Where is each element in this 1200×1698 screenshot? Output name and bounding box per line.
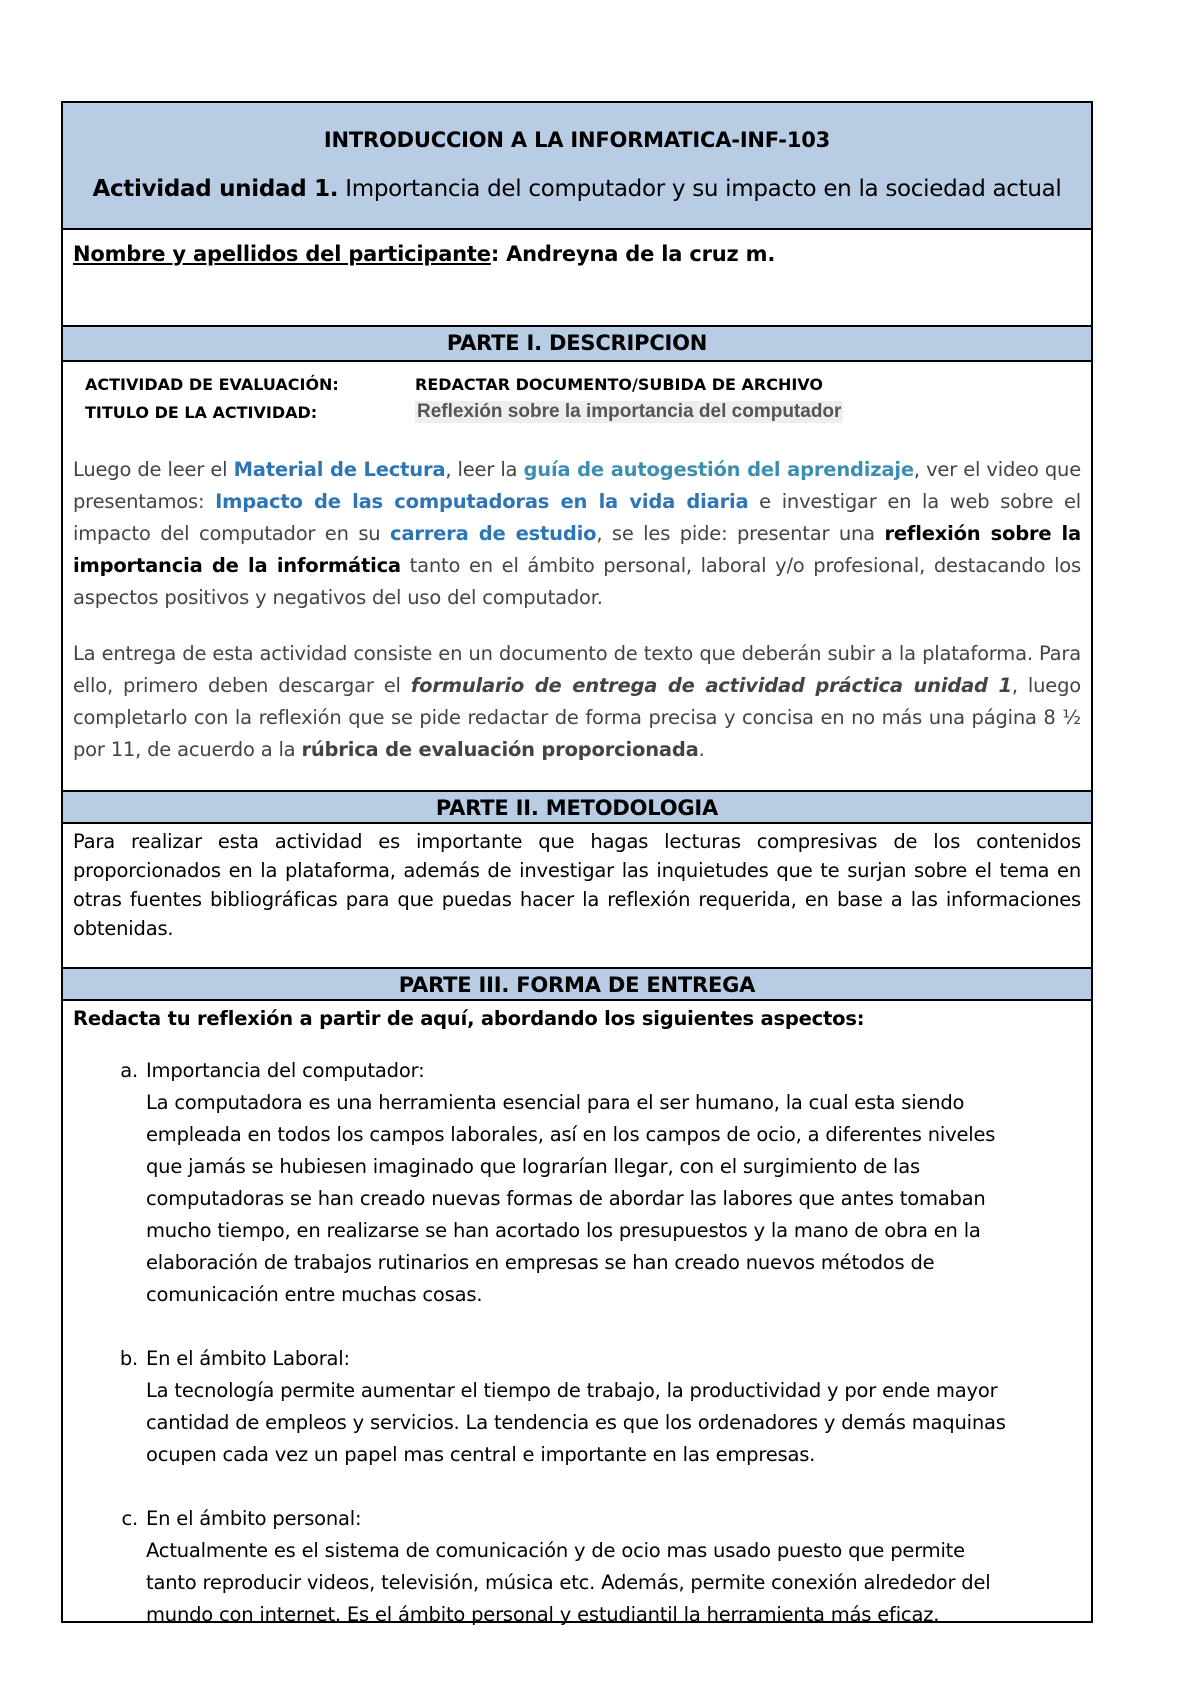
meta-row [85, 370, 1091, 398]
text-span: , leer la [445, 458, 524, 481]
text-span: e investigar en la web sobre el impacto del computador en su [73, 490, 1081, 545]
list-item-body [146, 1343, 1016, 1471]
reflection-list [73, 1055, 1081, 1631]
list-item-text: Actualmente es el sistema de comunicación y de ocio mas usado puesto que permite tanto reproducir videos, televisión, música etc. Además, permite conexión alrededor del mundo con internet. Es el ámbito personal y estudiantil la herramienta más eficaz. [146, 1539, 991, 1626]
meta-value: REDACTAR DOCUMENTO/SUBIDA DE ARCHIVO [415, 374, 823, 394]
text-span: . [698, 738, 705, 761]
delivery-intro: Redacta tu reflexión a partir de aquí, abordando los siguientes aspectos: [73, 1007, 865, 1030]
part2-title: PARTE II. METODOLOGIA [63, 790, 1091, 824]
form-reference: formulario de entrega de actividad práctica unidad 1 [410, 674, 1012, 697]
career-link[interactable]: carrera de estudio [390, 522, 597, 545]
list-item-text: La tecnología permite aumentar el tiempo de trabajo, la productividad y por ende mayor cantidad de empleos y servicios. La tendencia es que los ordenadores y demás maquinas ocupen cada vez un papel mas central e importante en las empresas. [146, 1379, 1006, 1466]
participant-label: Nombre y apellidos del participante [73, 242, 491, 266]
list-marker: b. [119, 1347, 138, 1370]
meta-value: Reflexión sobre la importancia del computador [417, 401, 842, 422]
participant-name: Andreyna de la cruz m. [499, 242, 776, 266]
description-paragraph-1 [73, 454, 1081, 614]
part1-content [63, 362, 1091, 790]
description-paragraph-2 [73, 638, 1081, 766]
form-header [63, 103, 1091, 230]
part3-title: PARTE III. FORMA DE ENTREGA [63, 967, 1091, 1001]
participant-colon: : [490, 242, 500, 266]
list-item-heading: Importancia del computador: [146, 1059, 425, 1082]
participant-row [63, 230, 1091, 327]
text-span: La entrega de esta actividad consiste en un documento de texto que deberán subir a la plataforma. Para ello, primero deben descargar el [73, 642, 1081, 697]
text-span: , luego completarlo con la reflexión que se pide redactar de forma precisa y concisa en no más una página 8 ½ por 11, de acuerdo a la [73, 674, 1081, 761]
list-marker: c. [121, 1507, 138, 1530]
activity-meta [63, 362, 1091, 426]
activity-text: Importancia del computador y su impacto en la sociedad actual [338, 176, 1062, 202]
list-marker: a. [120, 1059, 138, 1082]
activity-subtitle [63, 176, 1091, 202]
list-item [73, 1503, 1081, 1631]
delivery-section [63, 1001, 1091, 1626]
description-text [63, 426, 1091, 766]
video-link[interactable]: Impacto de las computadoras en la vida diaria [215, 490, 749, 513]
meta-key: TITULO DE LA ACTIVIDAD: [85, 402, 318, 422]
list-item-heading: En el ámbito Laboral: [146, 1347, 350, 1370]
list-item-body [146, 1503, 1016, 1631]
list-item [73, 1343, 1081, 1471]
list-item [73, 1055, 1081, 1311]
material-link[interactable]: Material de Lectura [233, 458, 446, 481]
activity-form [61, 101, 1093, 1626]
text-span: , ver el video que presentamos: [73, 458, 1081, 513]
text-span: Luego de leer el [73, 458, 234, 481]
list-item-text: La computadora es una herramienta esencial para el ser humano, la cual esta siendo empleada en todos los campos laborales, así en los campos de ocio, a diferentes niveles que jamás se hubiesen imaginado que lograrían llegar, con el surgimiento de las computadoras se han creado nuevas formas de abordar las labores que antes tomaban mucho tiempo, en realizarse se han acortado los presupuestos y la mano de obra en la elaboración de trabajos rutinarios en empresas se han creado nuevos métodos de comunicación entre muchas cosas. [146, 1091, 996, 1306]
rubric-reference: rúbrica de evaluación proporcionada [301, 738, 699, 761]
list-item-heading: En el ámbito personal: [146, 1507, 362, 1530]
list-item-body [146, 1055, 1016, 1311]
meta-key: ACTIVIDAD DE EVALUACIÓN: [85, 374, 339, 394]
text-span: , se les pide: presentar una [596, 522, 885, 545]
course-title: INTRODUCCION A LA INFORMATICA-INF-103 [323, 128, 831, 152]
part1-title: PARTE I. DESCRIPCION [63, 327, 1091, 362]
bold-text: reflexión sobre la importancia de la informática [73, 522, 1081, 577]
meta-row [85, 398, 1091, 426]
text-span: tanto en el ámbito personal, laboral y/o profesional, destacando los aspectos positivos y negativos del uso del computador. [73, 554, 1081, 609]
methodology-text: Para realizar esta actividad es importante que hagas lecturas compresivas de los contenidos proporcionados en la plataforma, además de investigar las inquietudes que te surjan sobre el tema en otras fuentes bibliográficas para que puedas hacer la reflexión requerida, en base a las informaciones obtenidas. [73, 830, 1081, 940]
guide-link[interactable]: guía de autogestión del aprendizaje [523, 458, 914, 481]
activity-label: Actividad unidad 1. [92, 176, 339, 202]
